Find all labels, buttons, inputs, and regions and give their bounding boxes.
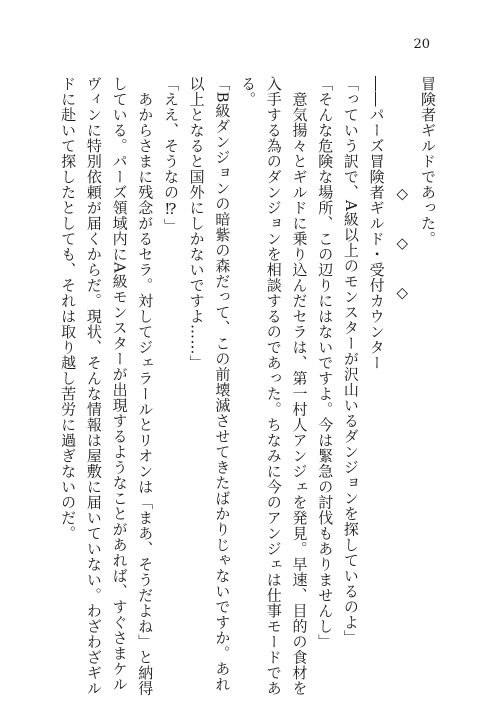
novel-text-body [54,76,440,696]
text-line: ――パーズ冒険者ギルド・受付カウンター [367,76,386,371]
text-line: している。パーズ領域内にA級モンスターが出現するようなことがあれば、すぐさまケル [110,76,129,692]
text-line: ドに赴いて探したとしても、それは取り越し苦労に過ぎないのだ。 [59,76,78,541]
text-line: 「ええ、そうなの⁉」 [161,76,180,234]
scene-break: ◇ ◇ ◇ [393,76,412,302]
text-line: る。 [239,76,258,107]
text-line: 「B級ダンジョンの暗紫の森だって、この前壊滅させてきたばかりじゃないですか。あれ [213,76,232,693]
text-line: 入手する為のダンジョンを相談するのであった。ちなみに今のアンジェは仕事モードであ [264,76,283,696]
text-line: 以上となると国外にしかないですよ……」 [187,76,206,371]
page-number: 20 [413,37,430,52]
text-line: 冒険者ギルドであった。 [419,76,437,247]
text-line: 意気揚々とギルドに乗り込んだセラは、第一村人アンジェを発見。早速、目的の食材を [290,76,309,696]
text-line: ヴィンに特別依頼が届くからだ。現状、そんな情報は屋敷に届いていない。わざわざギル [84,76,103,696]
text-line: 「っていう訳で、A級以上のモンスターが沢山いるダンジョンを探しているのよ」 [341,76,360,646]
text-line: あからさまに残念がるセラ。対してジェラールとリオンは「まあ、そうだよね」と納得 [136,76,155,696]
text-line: 「そんな危険な場所、この辺りにはないですよ。今は緊急の討伐もありませんし」 [316,76,335,650]
